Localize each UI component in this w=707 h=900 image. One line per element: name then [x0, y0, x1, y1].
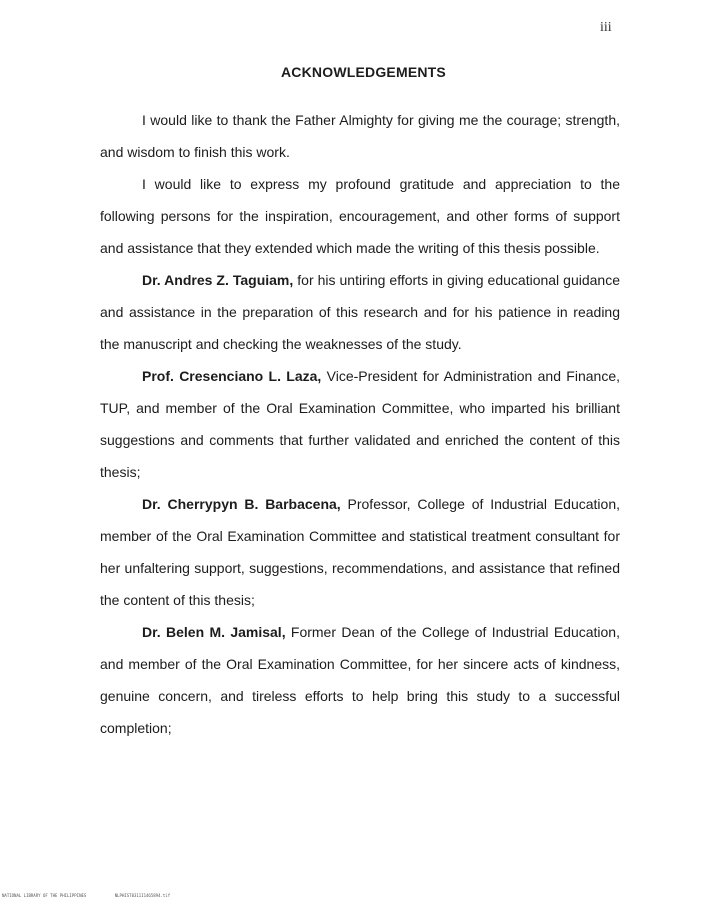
- paragraph-text: Professor, College of Industrial Education, member of the Oral Examination Committee and statistical treatment consultant for her unfaltering support, suggestions, recommendations, and assistance that refined the content of this thesis;: [100, 496, 620, 608]
- paragraph-text: Vice-President for Administration and Finance, TUP, and member of the Oral Examination Committee, who imparted his brilliant suggestions and comments that further validated and enriched the content of this thesis;: [100, 368, 620, 480]
- page-number: iii: [600, 20, 612, 35]
- paragraph-jamisal: [100, 616, 620, 744]
- person-name: Prof. Cresenciano L. Laza,: [142, 368, 322, 384]
- page-title: ACKNOWLEDGEMENTS: [281, 64, 446, 80]
- scan-footer: [2, 893, 196, 898]
- footer-file-label: NLPHIST0311I1465894.tif: [114, 893, 171, 898]
- paragraph-laza: [100, 360, 620, 488]
- paragraph-gratitude: I would like to express my profound gratitude and appreciation to the following persons for the inspiration, encouragement, and other forms of support and assistance that they extended which made the writing of this thesis possible.: [100, 176, 620, 256]
- paragraph-text: Former Dean of the College of Industrial Education, and member of the Oral Examination Committee, for her sincere acts of kindness, genuine concern, and tireless efforts to help bring this study to a successful completion;: [100, 624, 620, 736]
- paragraph-taguiam: [100, 264, 620, 360]
- paragraph-thanks-almighty: I would like to thank the Father Almighty for giving me the courage; strength, and wisdom to finish this work.: [100, 112, 620, 160]
- paragraph-barbacena: [100, 488, 620, 616]
- paragraph-text: for his untiring efforts in giving educational guidance and assistance in the preparation of this research and for his patience in reading the manuscript and checking the weaknesses of the study.: [100, 272, 620, 352]
- acknowledgement-body: [100, 104, 620, 744]
- person-name: Dr. Cherrypyn B. Barbacena,: [142, 496, 341, 512]
- footer-library-label: NATIONAL LIBRARY OF THE PHILIPPINES: [2, 893, 87, 898]
- person-name: Dr. Andres Z. Taguiam,: [142, 272, 294, 288]
- person-name: Dr. Belen M. Jamisal,: [142, 624, 286, 640]
